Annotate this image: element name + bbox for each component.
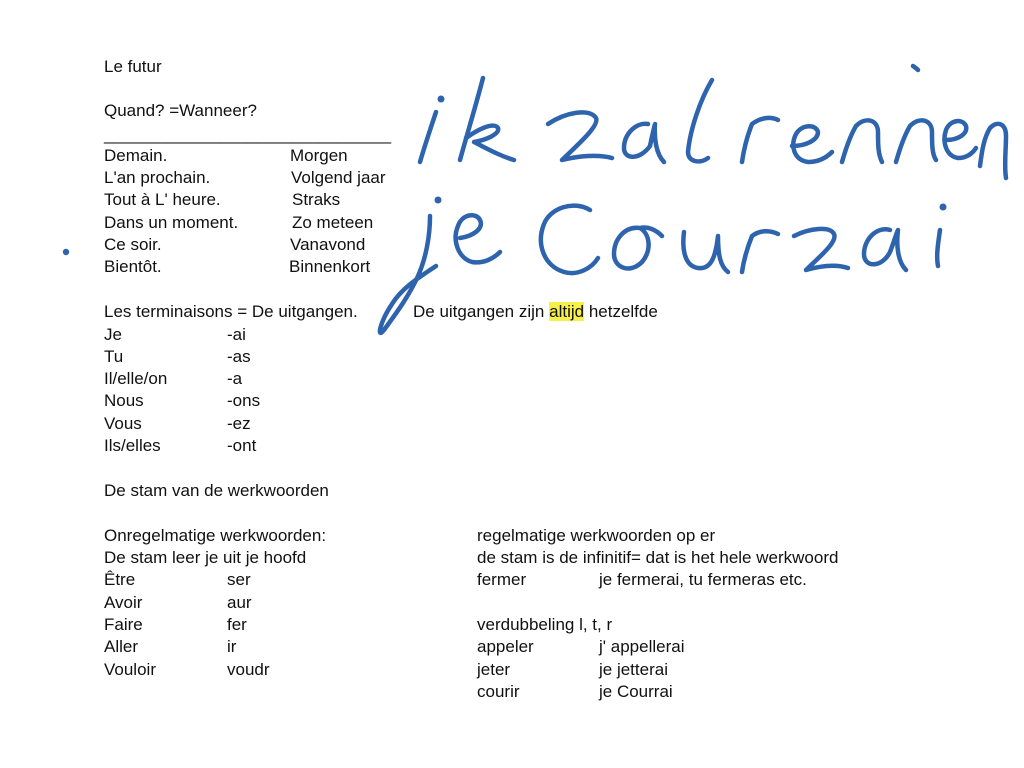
- ending: -ez: [227, 414, 251, 433]
- regular-note: de stam is de infinitif= dat is het hele werkwoord: [477, 548, 839, 567]
- doubling-form: j' appellerai: [599, 637, 685, 656]
- endings-heading: Les terminaisons = De uitgangen.: [104, 302, 358, 321]
- ending: -as: [227, 347, 251, 366]
- ink-dot: [63, 249, 69, 255]
- doubling-heading: verdubbeling l, t, r: [477, 615, 613, 634]
- doubling-verb: courir: [477, 682, 520, 701]
- regular-heading: regelmatige werkwoorden op er: [477, 526, 716, 545]
- doubling-verb: jeter: [477, 660, 511, 679]
- time-word-nl: Volgend jaar: [291, 168, 386, 187]
- irregular-stem: fer: [227, 615, 247, 634]
- irregular-stem: ser: [227, 570, 251, 589]
- regular-verb: fermer: [477, 570, 527, 589]
- pronoun: Nous: [104, 391, 144, 410]
- irregular-stem: ir: [227, 637, 237, 656]
- time-word-nl: Morgen: [290, 146, 348, 165]
- ending: -a: [227, 369, 243, 388]
- pronoun: Tu: [104, 347, 124, 366]
- time-word-fr: Ce soir.: [104, 235, 162, 254]
- doubling-form: je Courrai: [599, 682, 673, 701]
- handwriting-line-1: [420, 78, 1006, 178]
- time-word-nl: Vanavond: [290, 235, 366, 254]
- separator-rule: ________________________________: [104, 125, 391, 144]
- ink-tick: [913, 66, 918, 70]
- irregular-heading: Onregelmatige werkwoorden:: [104, 526, 327, 545]
- time-word-nl: Binnenkort: [289, 257, 371, 276]
- pronoun: Vous: [104, 414, 142, 433]
- irregular-note: De stam leer je uit je hoofd: [104, 548, 307, 567]
- irregular-verb: Vouloir: [104, 660, 156, 679]
- time-word-fr: Dans un moment.: [104, 213, 239, 232]
- endings-note: [413, 302, 658, 322]
- time-word-fr: Demain.: [104, 146, 168, 165]
- pronoun: Je: [104, 325, 122, 344]
- doubling-verb: appeler: [477, 637, 534, 656]
- stem-heading: De stam van de werkwoorden: [104, 481, 329, 500]
- irregular-stem: aur: [227, 593, 252, 612]
- highlighted-word: altijd: [549, 302, 585, 321]
- irregular-verb: Être: [104, 570, 136, 589]
- time-word-fr: Bientôt.: [104, 257, 162, 276]
- pronoun: Ils/elles: [104, 436, 161, 455]
- irregular-stem: voudr: [227, 660, 270, 679]
- ending: -ont: [227, 436, 257, 455]
- doc-title: Le futur: [104, 57, 162, 76]
- ending: -ai: [227, 325, 246, 344]
- time-word-fr: L'an prochain.: [104, 168, 211, 187]
- irregular-verb: Avoir: [104, 593, 143, 612]
- irregular-verb: Faire: [104, 615, 143, 634]
- time-word-nl: Straks: [292, 190, 341, 209]
- ending: -ons: [227, 391, 261, 410]
- time-word-nl: Zo meteen: [292, 213, 374, 232]
- pronoun: Il/elle/on: [104, 369, 168, 388]
- doubling-form: je jetterai: [599, 660, 668, 679]
- question-line: Quand? =Wanneer?: [104, 101, 257, 120]
- time-word-fr: Tout à L' heure.: [104, 190, 221, 209]
- regular-forms: je fermerai, tu fermeras etc.: [599, 570, 807, 589]
- endings-note-post: hetzelfde: [588, 302, 658, 321]
- endings-note-pre: De uitgangen zijn: [413, 302, 545, 321]
- irregular-verb: Aller: [104, 637, 139, 656]
